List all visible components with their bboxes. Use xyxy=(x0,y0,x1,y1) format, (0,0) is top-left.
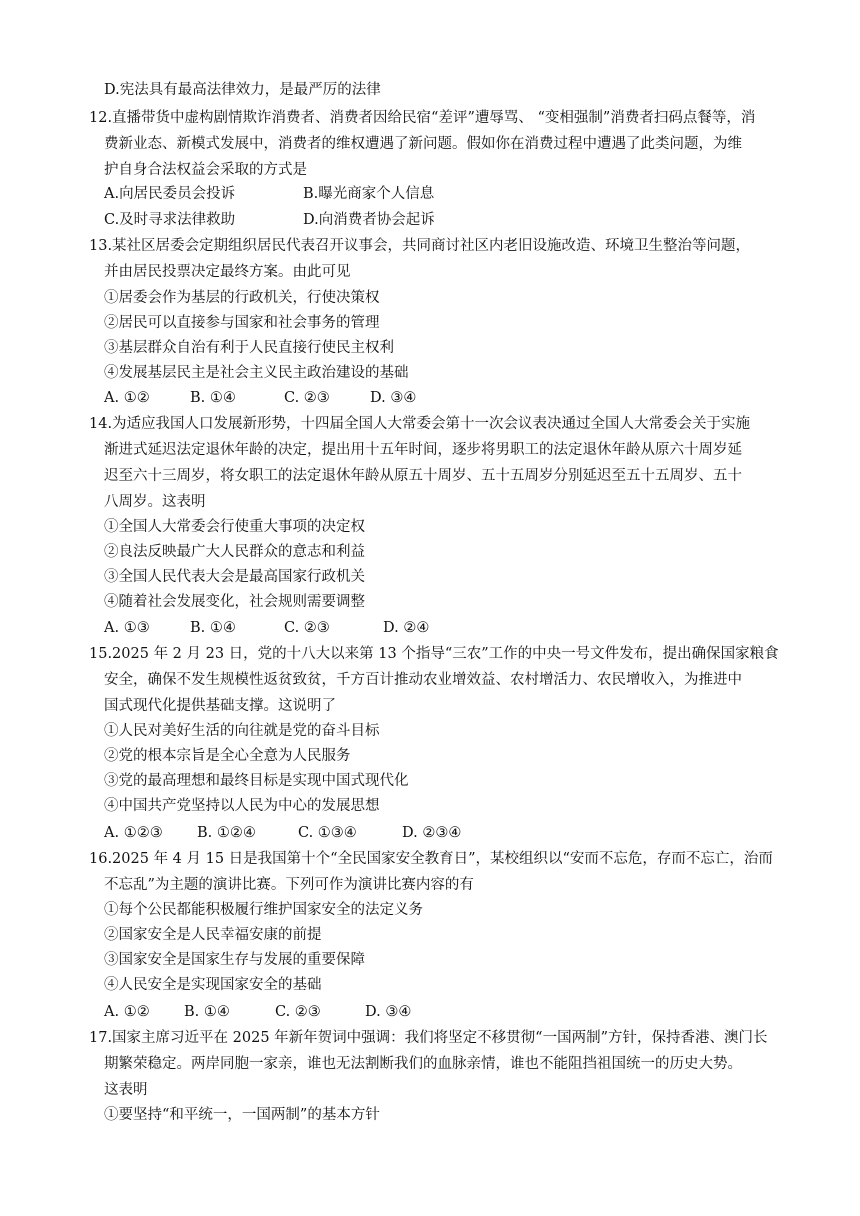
q15-item-4: ④中国共产党坚持以人民为中心的发展思想 xyxy=(104,798,380,814)
q16-stem-line-2: 不忘乱”为主题的演讲比赛。下列可作为演讲比赛内容的有 xyxy=(104,877,474,893)
q12-choice-b: B.曝光商家个人信息 xyxy=(303,186,435,202)
q12-choice-c: C.及时寻求法律救助 xyxy=(104,212,236,228)
q12-choice-d: D.向消费者协会起诉 xyxy=(303,212,435,228)
q14-item-4: ④随着社会发展变化，社会规则需要调整 xyxy=(104,594,365,610)
q15-stem-line-3: 国式现代化提供基础支撑。这说明了 xyxy=(104,698,336,714)
q16-choice-c: C. ②③ xyxy=(275,1004,321,1020)
q17-item-1: ①要坚持“和平统一，一国两制”的基本方针 xyxy=(104,1107,380,1123)
q15-stem-line-1: 15.2025 年 2 月 23 日，党的十八大以来第 13 个指导“三农”工作的中央一号文件发布，提出确保国家粮食 xyxy=(89,646,779,662)
q15-choice-c: C. ①③④ xyxy=(298,825,357,841)
q14-stem-line-4: 八周岁。这表明 xyxy=(104,494,206,510)
q13-item-4: ④发展基层民主是社会主义民主政治建设的基础 xyxy=(104,365,409,381)
q15-item-3: ③党的最高理想和最终目标是实现中国式现代化 xyxy=(104,773,409,789)
q13-stem-line-1: 13.某社区居委会定期组织居民代表召开议事会，共同商讨社区内老旧设施改造、环境卫生整治等问题， xyxy=(89,238,751,254)
q13-choice-b: B. ①④ xyxy=(190,390,236,406)
q16-choice-d: D. ③④ xyxy=(365,1004,412,1020)
q14-choice-d: D. ②④ xyxy=(383,620,430,636)
q14-item-2: ②良法反映最广大人民群众的意志和利益 xyxy=(104,544,365,560)
q14-stem-line-2: 渐进式延迟法定退休年龄的决定，提出用十五年时间，逐步将男职工的法定退休年龄从原六十周岁延 xyxy=(104,442,742,458)
q15-item-2: ②党的根本宗旨是全心全意为人民服务 xyxy=(104,748,351,764)
q17-stem-line-3: 这表明 xyxy=(104,1082,148,1098)
q16-choice-b: B. ①④ xyxy=(184,1004,230,1020)
q15-stem-line-2: 安全，确保不发生规模性返贫致贫，千方百计推动农业增效益、农村增活力、农民增收入，为推进中 xyxy=(104,672,742,688)
q12-stem-line-2: 费新业态、新模式发展中，消费者的维权遭遇了新问题。假如你在消费过程中遭遇了此类问题，为维 xyxy=(104,136,742,152)
q17-stem-line-2: 期繁荣稳定。两岸同胞一家亲，谁也无法割断我们的血脉亲情，谁也不能阻挡祖国统一的历史大势。 xyxy=(104,1056,742,1072)
q15-item-1: ①人民对美好生活的向往就是党的奋斗目标 xyxy=(104,723,380,739)
q14-choice-a: A. ①③ xyxy=(104,620,150,636)
q14-choice-c: C. ②③ xyxy=(284,620,330,636)
q13-item-1: ①居委会作为基层的行政机关，行使决策权 xyxy=(104,290,380,306)
q13-choice-c: C. ②③ xyxy=(284,390,330,406)
q12-stem-line-3: 护自身合法权益会采取的方式是 xyxy=(104,162,307,178)
q14-item-3: ③全国人民代表大会是最高国家行政机关 xyxy=(104,569,365,585)
q14-stem-line-3: 迟至六十三周岁，将女职工的法定退休年龄从原五十周岁、五十五周岁分别延迟至五十五周岁、五十 xyxy=(104,468,742,484)
q16-item-3: ③国家安全是国家生存与发展的重要保障 xyxy=(104,952,365,968)
q13-item-3: ③基层群众自治有利于人民直接行使民主权利 xyxy=(104,340,394,356)
q17-stem-line-1: 17.国家主席习近平在 2025 年新年贺词中强调：我们将坚定不移贯彻“一国两制”方针，保持香港、澳门长 xyxy=(89,1030,768,1046)
q13-choice-d: D. ③④ xyxy=(370,390,417,406)
q16-item-2: ②国家安全是人民幸福安康的前提 xyxy=(104,927,322,943)
q14-choice-b: B. ①④ xyxy=(190,620,236,636)
q12-choice-a: A.向居民委员会投诉 xyxy=(104,186,236,202)
q15-choice-d: D. ②③④ xyxy=(402,825,462,841)
q13-choice-a: A. ①② xyxy=(104,390,150,406)
q12-stem-line-1: 12.直播带货中虚构剧情欺诈消费者、消费者因给民宿“差评”遭辱骂、 “变相强制”消费者扫码点餐等，消 xyxy=(89,110,756,126)
q13-item-2: ②居民可以直接参与国家和社会事务的管理 xyxy=(104,315,380,331)
q16-stem-line-1: 16.2025 年 4 月 15 日是我国第十个“全民国家安全教育日”，某校组织以“安而不忘危，存而不忘亡，治而 xyxy=(89,851,773,867)
q15-choice-b: B. ①②④ xyxy=(197,825,256,841)
q13-stem-line-2: 并由居民投票决定最终方案。由此可见 xyxy=(104,264,351,280)
q14-stem-line-1: 14.为适应我国人口发展新形势，十四届全国人大常委会第十一次会议表决通过全国人大常委会关于实施 xyxy=(89,416,751,432)
q15-choice-a: A. ①②③ xyxy=(104,825,163,841)
q11-option-d: D.宪法具有最高法律效力，是最严厉的法律 xyxy=(104,82,381,98)
q16-item-1: ①每个公民都能积极履行维护国家安全的法定义务 xyxy=(104,902,423,918)
q16-item-4: ④人民安全是实现国家安全的基础 xyxy=(104,977,322,993)
q14-item-1: ①全国人大常委会行使重大事项的决定权 xyxy=(104,519,365,535)
q16-choice-a: A. ①② xyxy=(104,1004,150,1020)
